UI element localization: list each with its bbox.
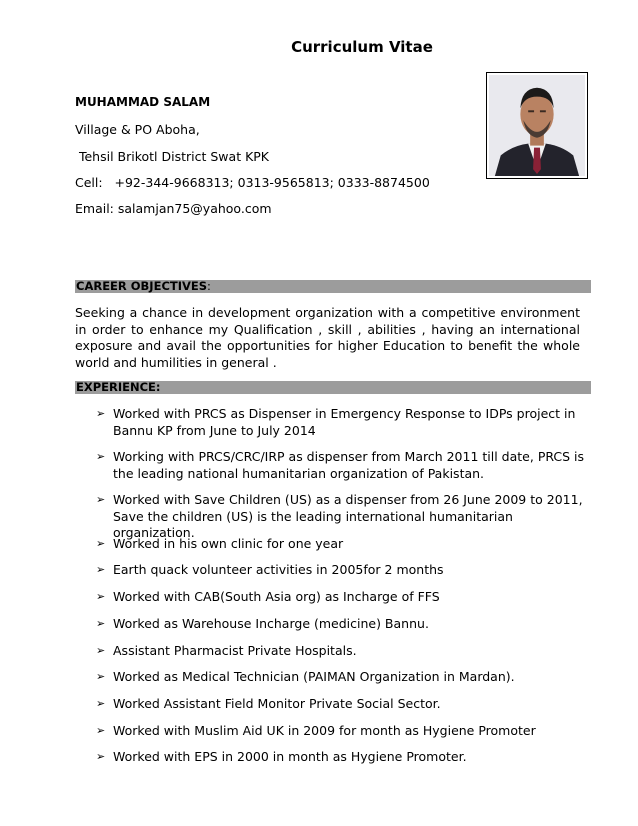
career-objectives-heading bbox=[75, 280, 591, 293]
experience-item: ➢ Worked with Save Children (US) as a dispenser from 26 June 2009 to 2011, Save the children (US) is the leading international humanitarian organization. bbox=[96, 492, 583, 540]
address-line-1: Village & PO Aboha, bbox=[75, 122, 200, 137]
applicant-name: MUHAMMAD SALAM bbox=[75, 95, 211, 109]
experience-item: ➢ Worked as Medical Technician (PAIMAN Organization in Mardan). bbox=[96, 669, 515, 684]
experience-item: ➢ Worked with PRCS as Dispenser in Emergency Response to IDPs project in Bannu KP from June to July 2014 bbox=[96, 406, 576, 438]
experience-heading: EXPERIENCE: bbox=[75, 381, 591, 394]
arrow-bullet-icon: ➢ bbox=[96, 697, 106, 710]
experience-item: ➢ Worked with Muslim Aid UK in 2009 for month as Hygiene Promoter bbox=[96, 723, 536, 738]
address-line-2: Tehsil Brikotl District Swat KPK bbox=[75, 149, 270, 164]
arrow-bullet-icon: ➢ bbox=[96, 537, 106, 550]
experience-item: ➢ Worked Assistant Field Monitor Private Social Sector. bbox=[96, 696, 441, 711]
arrow-bullet-icon: ➢ bbox=[96, 644, 106, 657]
document-title: Curriculum Vitae bbox=[291, 38, 433, 56]
arrow-bullet-icon: ➢ bbox=[96, 670, 106, 683]
career-heading-text: CAREER OBJECTIVES bbox=[76, 279, 208, 293]
experience-item: ➢ Worked with EPS in 2000 in month as Hygiene Promoter. bbox=[96, 749, 467, 764]
arrow-bullet-icon: ➢ bbox=[96, 493, 106, 506]
profile-photo-image bbox=[489, 75, 585, 176]
experience-item: ➢ Earth quack volunteer activities in 2005for 2 months bbox=[96, 562, 444, 577]
experience-item: ➢ Worked with CAB(South Asia org) as Incharge of FFS bbox=[96, 589, 440, 604]
profile-photo bbox=[486, 72, 588, 179]
arrow-bullet-icon: ➢ bbox=[96, 407, 106, 420]
experience-item: ➢ Worked in his own clinic for one year bbox=[96, 536, 344, 551]
arrow-bullet-icon: ➢ bbox=[96, 724, 106, 737]
experience-item: ➢ Assistant Pharmacist Private Hospitals. bbox=[96, 643, 357, 658]
email-line: Email: salamjan75@yahoo.com bbox=[75, 201, 272, 216]
experience-item: ➢ Worked as Warehouse Incharge (medicine) Bannu. bbox=[96, 616, 429, 631]
experience-item: ➢ Working with PRCS/CRC/IRP as dispenser from March 2011 till date, PRCS is the leading national humanitarian organization of Pakistan. bbox=[96, 449, 585, 481]
arrow-bullet-icon: ➢ bbox=[96, 563, 106, 576]
arrow-bullet-icon: ➢ bbox=[96, 750, 106, 763]
arrow-bullet-icon: ➢ bbox=[96, 450, 106, 463]
career-heading-colon: : bbox=[207, 279, 211, 293]
arrow-bullet-icon: ➢ bbox=[96, 617, 106, 630]
career-objectives-text: Seeking a chance in development organization with a competitive environment in order to enhance my Qualification , skill , abilities , having an international exposure and avail the opportunities for higher Education to benefit the whole world and humilities in general . bbox=[75, 305, 580, 370]
arrow-bullet-icon: ➢ bbox=[96, 590, 106, 603]
cell-numbers: Cell: +92-344-9668313; 0313-9565813; 0333-8874500 bbox=[75, 175, 430, 190]
